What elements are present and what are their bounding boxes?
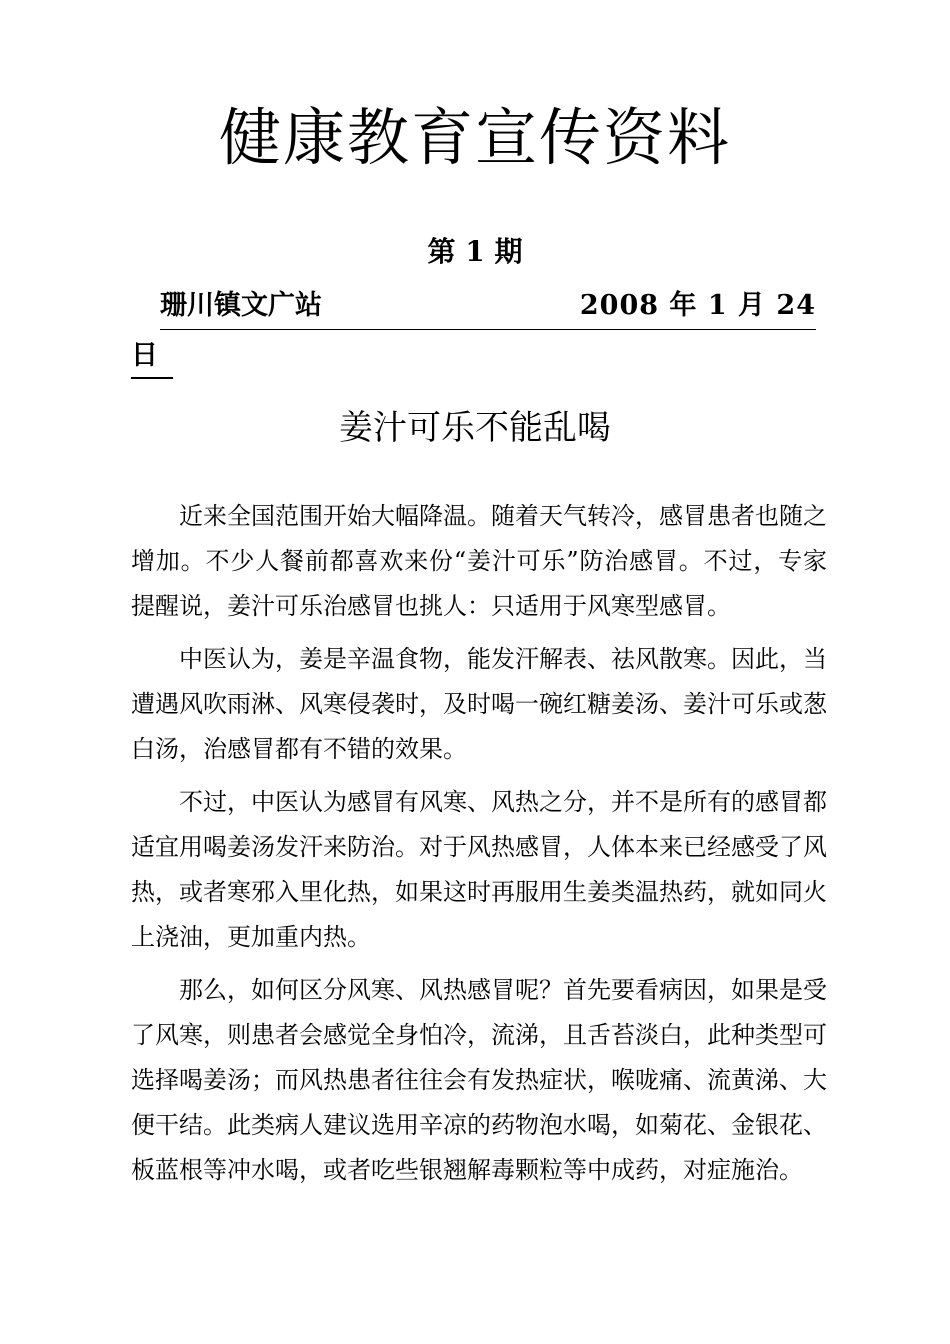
article-paragraph: 近来全国范围开始大幅降温。随着天气转冷，感冒患者也随之增加。不少人餐前都喜欢来份“姜汁可乐”防治感冒。不过，专家提醒说，姜汁可乐治感冒也挑人：只适用于风寒型感冒。 (131, 502, 827, 620)
article-paragraph: 那么，如何区分风寒、风热感冒呢？首先要看病因，如果是受了风寒，则患者会感觉全身怕冷，流涕，且舌苔淡白，此种类型可选择喝姜汤；而风热患者往往会有发热症状，喉咙痛、流黄涕、大便干结。此类病人建议选用辛凉的药物泡水喝，如菊花、金银花、板蓝根等冲水喝，或者吃些银翘解毒颗粒等中成药，对症施治。 (131, 976, 827, 1184)
publication-date: 2008 年 1 月 24 (579, 290, 816, 321)
publication-date-tail: 日 (131, 340, 158, 371)
document-title: 健康教育宣传资料 (218, 101, 731, 174)
article-body (131, 494, 827, 1201)
publication-meta (160, 286, 816, 326)
article-title: 姜汁可乐不能乱喝 (339, 408, 611, 448)
article-paragraph: 中医认为，姜是辛温食物，能发汗解表、祛风散寒。因此，当遭遇风吹雨淋、风寒侵袭时，及时喝一碗红糖姜汤、姜汁可乐或葱白汤，治感冒都有不错的效果。 (131, 645, 827, 763)
header-divider-tail (131, 377, 173, 379)
issue-number: 第 1 期 (427, 235, 523, 268)
header-divider (160, 329, 816, 330)
article-paragraph: 不过，中医认为感冒有风寒、风热之分，并不是所有的感冒都适宜用喝姜汤发汗来防治。对于风热感冒，人体本来已经感受了风热，或者寒邪入里化热，如果这时再服用生姜类温热药，就如同火上浇油，更加重内热。 (131, 788, 827, 951)
publisher-name: 珊川镇文广站 (160, 290, 322, 321)
